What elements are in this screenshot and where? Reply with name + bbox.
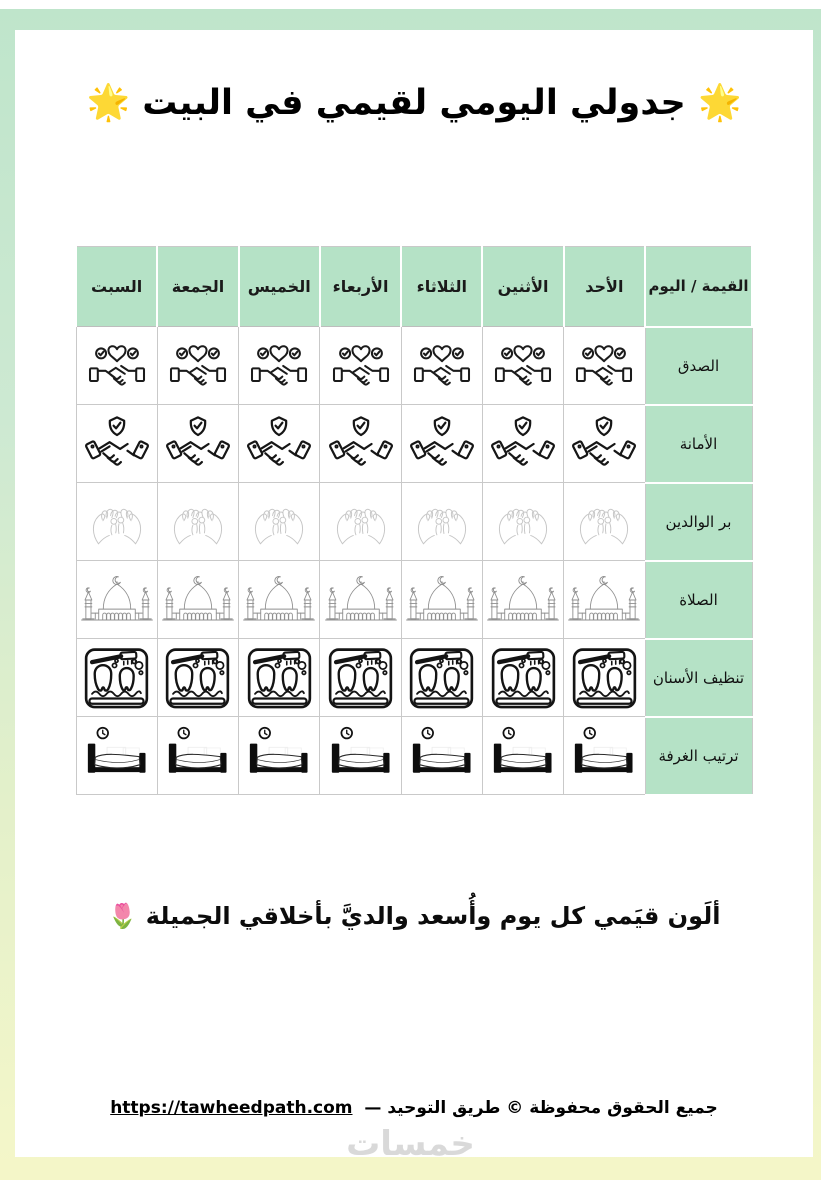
day-header: الأحد bbox=[564, 247, 645, 327]
day-cell bbox=[157, 327, 238, 405]
value-row bbox=[76, 717, 752, 795]
handshake-heart-check-icon bbox=[572, 336, 636, 396]
day-cell bbox=[482, 327, 563, 405]
table-header-row bbox=[76, 247, 752, 327]
day-cell bbox=[76, 717, 157, 795]
corner-header: القيمة / اليوم bbox=[645, 247, 752, 327]
day-cell bbox=[157, 717, 238, 795]
value-row bbox=[76, 561, 752, 639]
day-header: الأثنين bbox=[482, 247, 563, 327]
bed-clock-icon bbox=[79, 725, 155, 787]
day-cell bbox=[564, 405, 645, 483]
tooth-brushing-icon bbox=[407, 645, 476, 711]
cupped-hands-parents-icon bbox=[245, 490, 313, 554]
day-cell bbox=[320, 405, 401, 483]
copyright-line bbox=[15, 1098, 813, 1118]
day-header: الجمعة bbox=[157, 247, 238, 327]
day-cell bbox=[157, 561, 238, 639]
handshake-heart-check-icon bbox=[247, 336, 311, 396]
handshake-shield-check-icon bbox=[245, 413, 313, 475]
mosque-icon bbox=[321, 574, 401, 626]
day-cell bbox=[401, 639, 482, 717]
mosque-icon bbox=[77, 574, 157, 626]
day-cell bbox=[76, 639, 157, 717]
bed-clock-icon bbox=[160, 725, 236, 787]
value-label: ترتيب الغرفة bbox=[645, 717, 752, 795]
day-header: الثلاثاء bbox=[401, 247, 482, 327]
day-cell bbox=[564, 327, 645, 405]
mosque-icon bbox=[239, 574, 319, 626]
tooth-brushing-icon bbox=[82, 645, 151, 711]
day-cell bbox=[564, 561, 645, 639]
day-cell bbox=[401, 327, 482, 405]
tooth-brushing-icon bbox=[489, 645, 558, 711]
mosque-icon bbox=[402, 574, 482, 626]
value-label: الصدق bbox=[645, 327, 752, 405]
day-cell bbox=[239, 483, 320, 561]
cupped-hands-parents-icon bbox=[327, 490, 395, 554]
value-row bbox=[76, 405, 752, 483]
value-row bbox=[76, 327, 752, 405]
day-header: الخميس bbox=[239, 247, 320, 327]
handshake-heart-check-icon bbox=[85, 336, 149, 396]
day-cell bbox=[482, 561, 563, 639]
handshake-heart-check-icon bbox=[329, 336, 393, 396]
tooth-brushing-icon bbox=[163, 645, 232, 711]
cupped-hands-parents-icon bbox=[408, 490, 476, 554]
day-cell bbox=[76, 561, 157, 639]
day-cell bbox=[482, 639, 563, 717]
website-link[interactable]: https://tawheedpath.com bbox=[110, 1098, 353, 1118]
day-cell bbox=[482, 405, 563, 483]
tooth-brushing-icon bbox=[326, 645, 395, 711]
day-cell bbox=[482, 717, 563, 795]
day-cell bbox=[320, 561, 401, 639]
value-label: بر الوالدين bbox=[645, 483, 752, 561]
bed-clock-icon bbox=[404, 725, 480, 787]
day-cell bbox=[320, 327, 401, 405]
handshake-heart-check-icon bbox=[491, 336, 555, 396]
day-header: السبت bbox=[76, 247, 157, 327]
value-row bbox=[76, 483, 752, 561]
day-cell bbox=[401, 561, 482, 639]
bed-clock-icon bbox=[241, 725, 317, 787]
mosque-icon bbox=[564, 574, 644, 626]
handshake-shield-check-icon bbox=[83, 413, 151, 475]
day-cell bbox=[564, 639, 645, 717]
page-title: 🌟 جدولي اليومي لقيمي في البيت 🌟 bbox=[86, 83, 742, 123]
handshake-shield-check-icon bbox=[408, 413, 476, 475]
handshake-heart-check-icon bbox=[166, 336, 230, 396]
value-label: تنظيف الأسنان bbox=[645, 639, 752, 717]
day-cell bbox=[76, 405, 157, 483]
day-cell bbox=[239, 561, 320, 639]
values-table bbox=[75, 246, 753, 796]
cupped-hands-parents-icon bbox=[164, 490, 232, 554]
day-cell bbox=[320, 483, 401, 561]
day-cell bbox=[482, 483, 563, 561]
worksheet-card bbox=[15, 30, 813, 1157]
handshake-shield-check-icon bbox=[164, 413, 232, 475]
khamsat-watermark: خمسات bbox=[346, 1124, 475, 1164]
day-cell bbox=[320, 639, 401, 717]
day-cell bbox=[401, 717, 482, 795]
day-cell bbox=[239, 717, 320, 795]
handshake-shield-check-icon bbox=[570, 413, 638, 475]
handshake-shield-check-icon bbox=[327, 413, 395, 475]
day-cell bbox=[239, 405, 320, 483]
values-table-wrap bbox=[75, 246, 753, 796]
day-cell bbox=[157, 405, 238, 483]
day-cell bbox=[239, 327, 320, 405]
day-cell bbox=[76, 483, 157, 561]
motivation-note: ألَون قيَمي كل يوم وأُسعد والديَّ بأخلاقي الجميلة 🌷 bbox=[107, 902, 721, 930]
bed-clock-icon bbox=[485, 725, 561, 787]
handshake-shield-check-icon bbox=[489, 413, 557, 475]
day-cell bbox=[157, 639, 238, 717]
day-cell bbox=[564, 483, 645, 561]
day-cell bbox=[76, 327, 157, 405]
value-row bbox=[76, 639, 752, 717]
day-cell bbox=[401, 405, 482, 483]
tooth-brushing-icon bbox=[570, 645, 639, 711]
bed-clock-icon bbox=[323, 725, 399, 787]
day-cell bbox=[320, 717, 401, 795]
tooth-brushing-icon bbox=[245, 645, 314, 711]
mosque-icon bbox=[483, 574, 563, 626]
day-cell bbox=[564, 717, 645, 795]
copyright-text: جميع الحقوق محفوظة © طريق التوحيد — bbox=[364, 1098, 718, 1118]
day-cell bbox=[401, 483, 482, 561]
day-header: الأربعاء bbox=[320, 247, 401, 327]
mosque-icon bbox=[158, 574, 238, 626]
table-body bbox=[76, 327, 752, 795]
cupped-hands-parents-icon bbox=[489, 490, 557, 554]
cupped-hands-parents-icon bbox=[83, 490, 151, 554]
day-cell bbox=[157, 483, 238, 561]
day-cell bbox=[239, 639, 320, 717]
handshake-heart-check-icon bbox=[410, 336, 474, 396]
value-label: الأمانة bbox=[645, 405, 752, 483]
cupped-hands-parents-icon bbox=[570, 490, 638, 554]
value-label: الصلاة bbox=[645, 561, 752, 639]
bed-clock-icon bbox=[566, 725, 642, 787]
